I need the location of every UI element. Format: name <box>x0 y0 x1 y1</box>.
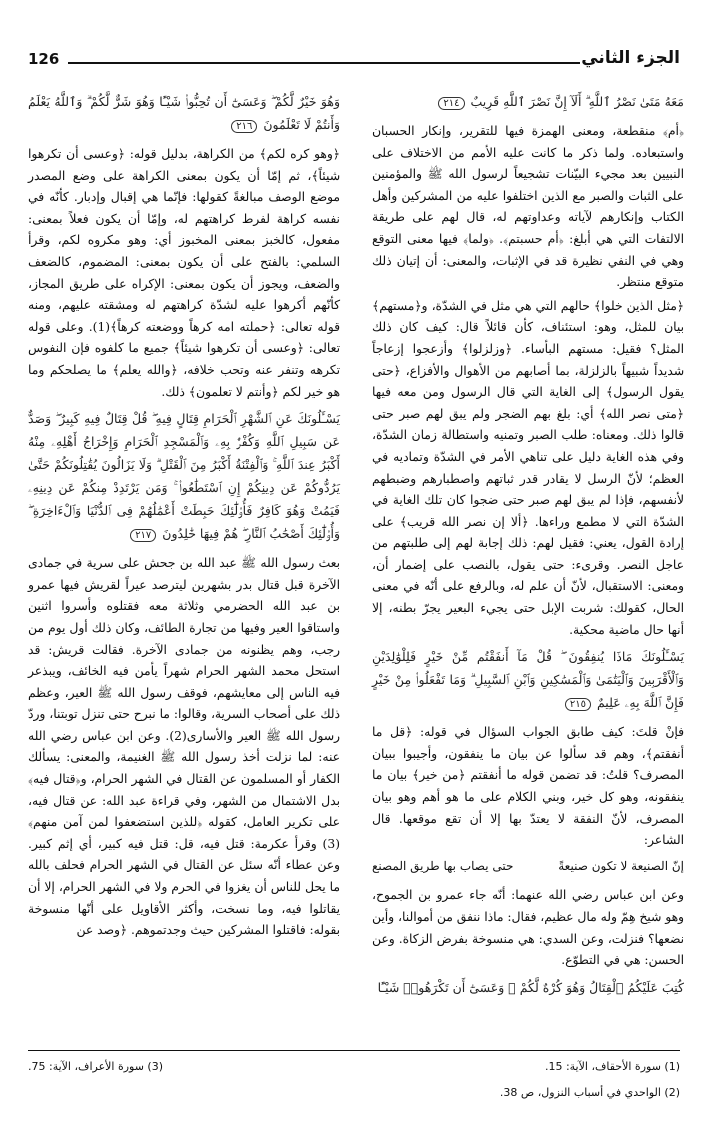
quran-verse <box>28 407 340 547</box>
paragraph: ﴿مثل الذين خلوا﴾ حالهم التي هي مثل في الشدّة، و﴿مستهم﴾ بيان للمثل، وهو: استئناف، كأن قائلاً قال: كيف كان ذلك المثل؟ فقيل: مستهم البأساء. ﴿وزلزلوا﴾ وأزعجوا إزعاجاً شديداً شبيهاً بالزلزلة، بما أصابهم من الأهوال والأفزاع، ﴿حتى يقول الرسول﴾ إلى الغاية التي قال الرسول ومن معه فيها ﴿متى نصر الله﴾ أي: بلغ بهم الضجر ولم يبق لهم صبر حتى قالوا ذلك. ومعناه: طلب الصبر وتمنيه واستطالة زمان الشدّة، وفي هذه الغاية دليل على تناهي الأمر في الشدّة وتماديه في العظم؛ لأنّ الرسل لا يقادر قدر ثباتهم واصطبارهم وضبطهم لأنفسهم، فإذا لم يبق لهم صبر حتى ضجوا كان تلك الغاية في الشدّة التي لا مطمع وراءها. ﴿ألا إن نصر الله قريب﴾ على إرادة القول، يعني: فقيل لهم: ذلك إجابة لهم إلى طلبتهم من عاجل النصر. وقرىء: حتى يقول، بالنصب على إضمار أن، ومعنى: الاستقبال، لأنّ أن علم له، وبالرفع على أنّه في معنى الحال، كقولك: شربت الإبل حتى يجيء البعير يجرّ بطنه، إلا أنها حال ماضية محكية. <box>372 298 684 637</box>
footnote-3: (3) سورة الأعراف، الآية: 75. <box>28 1060 164 1073</box>
running-title: الجزء الثاني <box>581 48 680 68</box>
page-number: 126 <box>28 50 60 68</box>
ayah-number: ٢١٥ <box>565 698 591 711</box>
ayah-number: ٢١٦ <box>231 120 257 133</box>
quran-text: وَهُوَ خَيْرٌ لَّكُمْ ۖ وَعَسَىٰٓ أَن تُحِبُّوا۟ شَيْـًٔا وَهُوَ شَرٌّ لَّكُمْ ۗ وَٱللَّهُ يَعْلَمُ وَأَنتُمْ لَا تَعْلَمُونَ <box>28 94 340 132</box>
footnotes <box>28 1060 680 1116</box>
poem-first-hemistich: إنّ الصنيعة لا تكون صنيعةً <box>558 858 684 873</box>
quran-text: مَعَهُ مَتَىٰ نَصْرُ ٱللَّهِ ۗ أَلَآ إِنَّ نَصْرَ ٱللَّهِ قَرِيبٌ <box>470 94 684 109</box>
quran-verse <box>372 976 684 999</box>
quran-verse <box>28 90 340 138</box>
page-header <box>28 50 680 76</box>
paragraph: وعن ابن عباس رضي الله عنهما: أنّه جاء عمرو بن الجموح، وهو شيخ هِمّ وله مال عظيم، فقال: ماذا ننفق من أموالنا، وأين نضعها؟ فنزلت، وعن السدي: هي منسوخة بفرض الزكاة. وعن الحسن: هي في التطوّع. <box>371 888 684 968</box>
left-column <box>28 86 340 986</box>
footnote-2: (2) الواحدي في أسباب النزول، ص 38. <box>499 1086 680 1099</box>
paragraph: فإنْ قلتَ: كيف طابق الجواب السؤال في قوله: ﴿قل ما أنفقتم﴾، وهم قد سألوا عن بيان ما ينفقون، وأجيبوا ببيان المصرف؟ قلتُ: قد تضمن قوله ما أنفقتم ﴿من خير﴾ بيان ما ينفقونه، وهو كل خير، وبني الكلام على ما هو أهم وهو بيان المصرف، لأنّ النفقة لا يعتدّ بها إلا أن تقع موقعها. قال الشاعر: <box>372 725 684 848</box>
header-rule <box>68 62 580 64</box>
poetry-verse <box>372 856 684 878</box>
quran-verse <box>372 645 684 716</box>
footnote-rule <box>28 1050 680 1051</box>
ayah-number: ٢١٤ <box>438 97 464 110</box>
paragraph: بعث رسول الله ﷺ عبد الله بن جحش على سرية في جمادى الآخرة قبل قتال بدر بشهرين ليترصد عيراً لقريش فيها عمرو بن عبد الله الحضرمي وثلاثة معه فقتلوه وأسروا اثنين واستاقوا العير وفيها من تجارة الطائف، وكان ذلك أول يوم من رجب، وهم يظنونه من جمادى الآخرة. فقالت قريش: قد استحل محمد الشهر الحرام شهراً يأمن فيه الخائف، ويبذعر فيه الناس إلى معايشهم، فوقف رسول الله ﷺ العير، وعظم ذلك على أصحاب السرية، وقالوا: ما نبرح حتى تنزل توبتنا، وردّ رسول الله ﷺ العير والأسارى(2). وعن ابن عباس رضي الله عنه: لما نزلت أخذ رسول الله ﷺ الغنيمة، والمعنى: يسألك الكفار أو المسلمون عن القتال في الشهر الحرام، و﴿قتال فيه﴾ بدل الاشتمال من الشهر، وفي قراءة عبد الله: عن قتال فيه، على تكرير العامل، كقوله ﴿للذين استضعفوا لمن آمن منهم﴾(3) وقرأ عكرمة: قتل فيه، قل: قتل فيه كبير، أي إثم كبير. وعن عطاء أنّه سئل عن القتال في الشهر الحرام فحلف بالله ما يحل للناس أن يغزوا في الحرم ولا في الشهر الحرام، إلا أن يقاتلوا فيه، وما نسخت، وأكثر الأقاويل على أنّها منسوخة بقوله: فاقتلوا المشركين حيث وجدتموهم. ﴿وصد عن <box>28 556 340 938</box>
poem-second-hemistich: حتى يصاب بها طريق المصنع <box>372 858 514 873</box>
quran-text: كُتِبَ عَلَيْكُمُ ٱلْقِتَالُ وَهُوَ كُرْهٌ لَّكُمْ ۖ وَعَسَىٰٓ أَن تَكْرَهُوا۟ شَيْـًٔا <box>377 979 684 995</box>
right-column <box>371 86 684 995</box>
quran-text: يَسْـَٔلُونَكَ عَنِ ٱلشَّهْرِ ٱلْحَرَامِ قِتَالٍ فِيهِ ۖ قُلْ قِتَالٌ فِيهِ كَبِيرٌ ۖ وَصَدٌّ عَن سَبِيلِ ٱللَّهِ وَكُفْرٌۢ بِهِۦ وَٱلْمَسْجِدِ ٱلْحَرَامِ وَإِخْرَاجُ أَهْلِهِۦ مِنْهُ أَكْبَرُ عِندَ ٱللَّهِ ۚ وَٱلْفِتْنَةُ أَكْبَرُ مِنَ ٱلْقَتْلِ ۗ وَلَا يَزَالُونَ يُقَٰتِلُونَكُمْ حَتَّىٰ يَرُدُّوكُمْ عَن دِينِكُمْ إِنِ ٱسْتَطَٰعُوا۟ ۚ وَمَن يَرْتَدِدْ مِنكُمْ عَن دِينِهِۦ فَيَمُتْ وَهُوَ كَافِرٌ فَأُو۟لَٰٓئِكَ حَبِطَتْ أَعْمَٰلُهُمْ فِى ٱلدُّنْيَا وَٱلْءَاخِرَةِ ۖ وَأُو۟لَٰٓئِكَ أَصْحَٰبُ ٱلنَّارِ ۖ هُمْ فِيهَا خَٰلِدُونَ <box>28 411 340 542</box>
paragraph: ﴿أم﴾ منقطعة، ومعنى الهمزة فيها للتقرير، وإنكار الحسبان واستبعاده. ولما ذكر ما كانت عليه الأمم من الاختلاف على النبيين بعد مجيء البيّنات تشجيعاً لرسول الله ﷺ والمؤمنين على الثبات والصبر مع الذين اختلفوا عليه من المشركين وأهل الكتاب وإنكارهم لآياته وعداوتهم له، قال لهم على طريقة الالتفات التي هي أبلغ: ﴿أم حسبتم﴾. ﴿ولما﴾ فيها معنى التوقع وهي في النفي نظيرة قد في الإثبات، والمعنى: أن إتيان ذلك متوقع منتظر. <box>372 124 684 290</box>
quran-text: يَسْـَٔلُونَكَ مَاذَا يُنفِقُونَ ۖ قُلْ مَآ أَنفَقْتُم مِّنْ خَيْرٍ فَلِلْوَٰلِدَيْنِ وَٱلْأَقْرَبِينَ وَٱلْيَتَٰمَىٰ وَٱلْمَسَٰكِينِ وَٱبْنِ ٱلسَّبِيلِ ۗ وَمَا تَفْعَلُوا۟ مِنْ خَيْرٍ فَإِنَّ ٱللَّهَ بِهِۦ عَلِيمٌ <box>372 649 684 711</box>
footnote-1: (1) سورة الأحقاف، الآية: 15. <box>544 1060 680 1073</box>
quran-verse <box>372 90 684 115</box>
paragraph: ﴿وهو كره لكم﴾ من الكراهة، بدليل قوله: ﴿وعسى أن تكرهوا شيئاً﴾، ثم إمّا أن يكون بمعنى الكراهة على وضع المصدر موضع الوصف مبالغةً كقولها: فإنّما هي إقبال وإدبار. كأنّه في نفسه كراهة لفرط كراهتهم له، وإمّا أن يكون فعلاً بمعنى: مفعول، كالخبز بمعنى المخبوز أي: وهو مكروه لكم، وقرأ السلمي: بالفتح على أن يكون بمعنى: المضموم، كالضعف والضعف، ويجوز أن يكون بمعنى: الإكراه على طريق المجاز، كأنّهم أكرهوا عليه لشدّة كراهتهم له ومشقته عليهم، ومنه قوله تعالى: ﴿حملته امه كرهاً ووضعته كرهاً﴾(1). وعلى قوله تعالى: ﴿وعسى أن تكرهوا شيئاً﴾ جميع ما كلفوه فإن النفوس تكرهه وتنفر عنه وتحب خلافه، ﴿والله يعلم﴾ ما يصلحكم وما هو خير لكم ﴿وأنتم لا تعلمون﴾ ذلك. <box>28 147 340 399</box>
ayah-number: ٢١٧ <box>130 529 156 542</box>
